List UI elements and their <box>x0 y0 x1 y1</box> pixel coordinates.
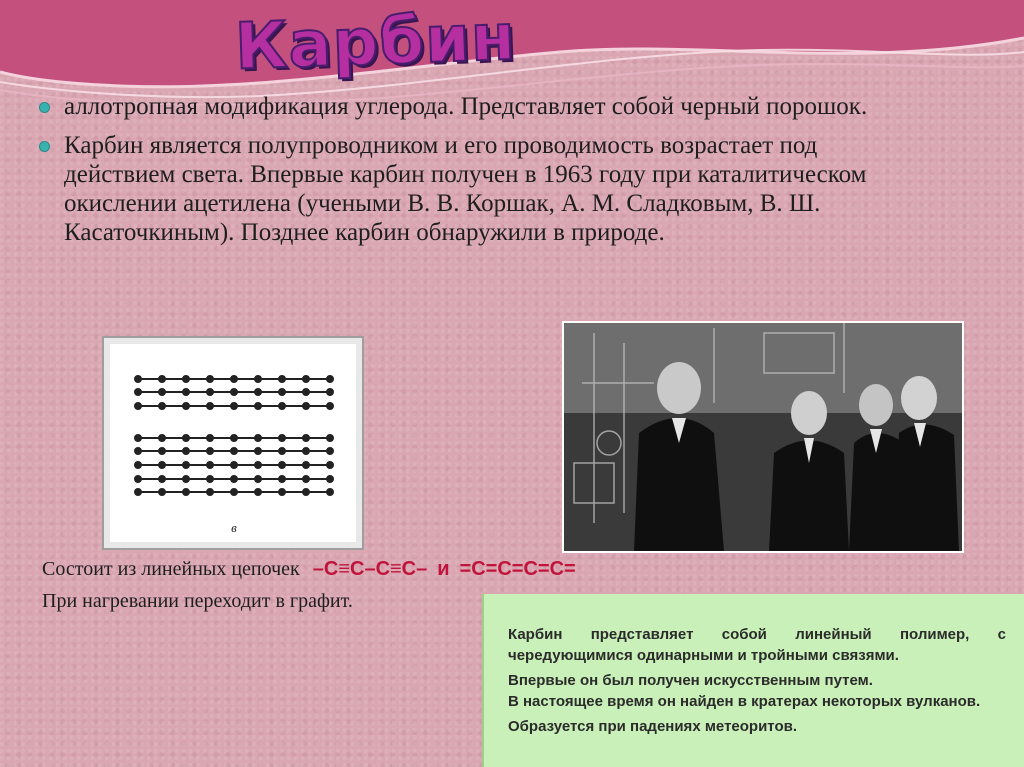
formula-double-bonds: =C=C=C=C= <box>459 558 576 580</box>
bullet-item <box>40 131 920 247</box>
info-line: Образуется при падениях метеоритов. <box>508 718 797 735</box>
bullet-text: Карбин является полупроводником и его проводимость возрастает под действием света. Впервые карбин получен в 1963 году при каталитическом окислении ацетилена (учеными В. В. Коршак, А. М. Сладковым, В. Ш. Касаточкиным). Позднее карбин обнаружили в природе. <box>64 132 867 246</box>
info-line: В настоящее время он найден в кратерах некоторых вулканов. <box>508 693 981 710</box>
chain-row <box>135 448 333 454</box>
bullet-dot-icon <box>40 103 49 112</box>
chain-row <box>135 435 333 441</box>
info-line: Впервые он был получен искусственным путем. <box>508 672 873 689</box>
bullet-list <box>40 92 920 257</box>
chains-line <box>42 556 576 582</box>
chain-row <box>135 489 333 495</box>
chain-row <box>135 389 333 395</box>
chain-lines-figure <box>104 338 362 548</box>
carbyne-chain-diagram <box>102 336 364 550</box>
bullet-text: аллотропная модификация углерода. Представляет собой черный порошок. <box>64 93 868 120</box>
formula-triple-bonds: –C≡C–C≡C– <box>312 558 428 580</box>
chains-text: Состоит из линейных цепочек <box>42 558 300 580</box>
diagram-label: в <box>231 520 237 535</box>
chain-row <box>135 462 333 468</box>
bullet-dot-icon <box>40 142 49 151</box>
formula-conjunction: и <box>437 558 450 580</box>
slide-title: Карбин <box>233 0 518 85</box>
chain-row <box>135 376 333 382</box>
info-line: Карбин представляет собой линейный полимер, с чередующимися одинарными и тройными связями. <box>508 626 1006 664</box>
bullet-item <box>40 92 920 121</box>
scientists-photo <box>562 321 964 553</box>
scientists-photo-illustration <box>564 323 962 551</box>
info-box <box>482 594 1024 767</box>
chain-row <box>135 476 333 482</box>
heating-text: При нагревании переходит в графит. <box>42 590 353 612</box>
chain-row <box>135 403 333 409</box>
